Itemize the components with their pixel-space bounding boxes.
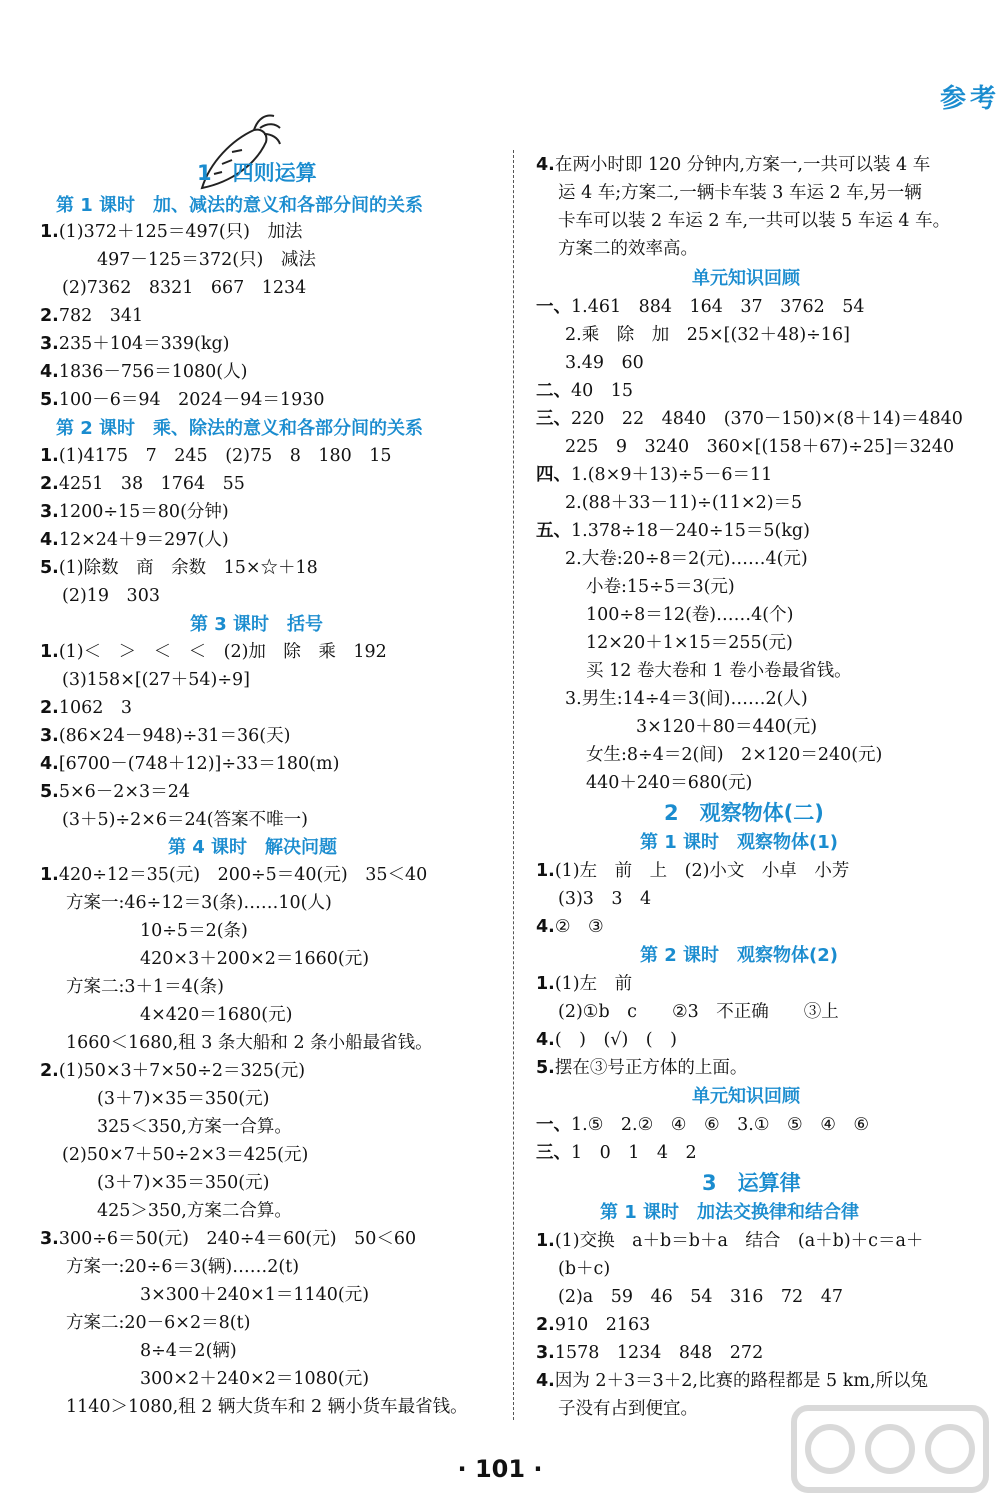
answer-text: [6700－(748＋12)]÷33＝180(m) xyxy=(58,754,340,774)
answer-text: 8÷4＝2(辆) xyxy=(140,1341,237,1361)
answer-text: (1)4175 7 245 (2)75 8 180 15 xyxy=(58,446,392,466)
item-number: 2. xyxy=(40,306,59,326)
answer-line xyxy=(536,1055,747,1081)
answer-text: 910 2163 xyxy=(554,1315,651,1335)
answer-text: 420×3＋200×2＝1660(元) xyxy=(140,949,370,969)
answer-text: 100÷8＝12(卷)……4(个) xyxy=(586,605,794,625)
answer-line xyxy=(40,331,230,357)
answer-line xyxy=(40,527,229,553)
section-heading: 1 四则运算 xyxy=(197,161,317,185)
answer-text: 300×2＋240×2＝1080(元) xyxy=(140,1369,370,1389)
item-number: 2. xyxy=(40,1061,59,1081)
answer-text: 5×6－2×3＝24 xyxy=(58,782,190,802)
answer-text: (3)158×[(27＋54)÷9] xyxy=(62,670,250,690)
answer-text: 1836－756＝1080(人) xyxy=(58,362,248,382)
answer-line xyxy=(40,751,339,777)
answer-line xyxy=(40,471,245,497)
answer-text: 方案二:3＋1＝4(条) xyxy=(66,977,224,997)
answer-line xyxy=(66,1310,250,1336)
answer-line xyxy=(62,667,250,693)
answer-line xyxy=(40,695,132,721)
answer-line xyxy=(565,546,808,572)
answer-text: 100－6＝94 2024－94＝1930 xyxy=(58,390,325,410)
answer-text: 782 341 xyxy=(58,306,144,326)
answer-text: 225 9 3240 360×[(158＋67)÷25]＝3240 xyxy=(565,437,955,457)
answer-line xyxy=(40,779,190,805)
answer-text: 10÷5＝2(条) xyxy=(140,921,248,941)
answer-text: (1)交换 a＋b＝b＋a 结合 (a＋b)＋c＝a＋ xyxy=(554,1231,924,1251)
answer-line xyxy=(558,1396,698,1422)
answer-text: 3.男生:14÷4＝3(间)……2(人) xyxy=(565,689,808,709)
answer-line xyxy=(536,1140,697,1166)
item-number: 3. xyxy=(40,334,59,354)
answer-line xyxy=(40,219,302,245)
answer-line xyxy=(558,1256,610,1282)
answer-text: (1)50×3＋7×50÷2＝325(元) xyxy=(58,1061,306,1081)
answer-line xyxy=(565,490,802,516)
answer-text: (2)7362 8321 667 1234 xyxy=(62,278,307,298)
answer-text: 420÷12＝35(元) 200÷5＝40(元) 35＜40 xyxy=(58,865,428,885)
answer-text: 220 22 4840 (370－150)×(8＋14)＝4840 xyxy=(571,409,963,429)
answer-line xyxy=(536,914,604,940)
answer-line xyxy=(62,1142,308,1168)
answer-text: 440＋240＝680(元) xyxy=(586,773,753,793)
answer-text: (1)372＋125＝497(只) 加法 xyxy=(58,222,303,242)
answer-text: 摆在③号正方体的上面。 xyxy=(554,1058,748,1078)
answer-line xyxy=(536,1228,923,1254)
answer-line xyxy=(536,1112,869,1138)
answer-line xyxy=(40,1058,305,1084)
answer-text: (1)左 前 上 (2)小文 小卓 小芳 xyxy=(554,861,850,881)
answer-line xyxy=(40,723,290,749)
answer-line xyxy=(97,1114,292,1140)
answer-line xyxy=(40,555,318,581)
item-number: 2. xyxy=(536,1315,555,1335)
answer-line xyxy=(140,946,369,972)
item-number: 5. xyxy=(40,390,59,410)
answer-text: 方案二:20－6×2＝8(t) xyxy=(66,1313,251,1333)
answer-text: 因为 2＋3＝3＋2,比赛的路程都是 5 km,所以兔 xyxy=(554,1371,929,1391)
section-heading: 第 2 课时 乘、除法的意义和各部分间的关系 xyxy=(56,418,424,439)
item-number: 一、 xyxy=(536,297,571,317)
answer-line xyxy=(565,434,954,460)
answer-text: 2.乘 除 加 25×[(32＋48)÷16] xyxy=(565,325,850,345)
section-heading: 2 观察物体(二) xyxy=(664,801,824,825)
answer-line xyxy=(140,1282,369,1308)
answer-line xyxy=(97,1198,292,1224)
section-heading: 第 1 课时 加、减法的意义和各部分间的关系 xyxy=(56,195,424,216)
answer-text: ( ) (√) ( ) xyxy=(554,1030,677,1050)
answer-line xyxy=(536,294,864,320)
answer-line xyxy=(536,518,810,544)
answer-text: 2.大卷:20÷8＝2(元)……4(元) xyxy=(565,549,808,569)
answer-text: 497－125＝372(只) 减法 xyxy=(97,250,316,270)
answer-line xyxy=(140,918,248,944)
answer-text: 3×300＋240×1＝1140(元) xyxy=(140,1285,370,1305)
item-number: 4. xyxy=(536,1371,555,1391)
item-number: 一、 xyxy=(536,1115,571,1135)
answer-line xyxy=(536,406,963,432)
answer-text: 1.378÷18－240÷15＝5(kg) xyxy=(571,521,810,541)
answer-text: 325＜350,方案一合算。 xyxy=(97,1117,292,1137)
item-number: 4. xyxy=(40,362,59,382)
answer-line xyxy=(66,1254,299,1280)
answer-text: 方案二的效率高。 xyxy=(558,239,698,259)
answer-text: 12×24＋9＝297(人) xyxy=(58,530,229,550)
answer-line xyxy=(586,630,793,656)
item-number: 1. xyxy=(536,1231,555,1251)
answer-text: (b＋c) xyxy=(558,1259,611,1279)
answer-text: 1 0 1 4 2 xyxy=(571,1143,697,1163)
section-heading: 单元知识回顾 xyxy=(692,268,800,289)
answer-text: 12×20＋1×15＝255(元) xyxy=(586,633,793,653)
answer-line xyxy=(558,180,922,206)
section-heading: 单元知识回顾 xyxy=(692,1086,800,1107)
item-number: 三、 xyxy=(536,409,571,429)
answer-text: 4×420＝1680(元) xyxy=(140,1005,293,1025)
answer-line xyxy=(66,890,332,916)
section-heading: 第 2 课时 观察物体(2) xyxy=(640,945,839,966)
answer-line xyxy=(97,1170,269,1196)
answer-text: (2)①b c ②3 不正确 ③上 xyxy=(558,1002,839,1022)
item-number: 1. xyxy=(40,642,59,662)
item-number: 五、 xyxy=(536,521,571,541)
corner-label: 参考 xyxy=(939,84,1000,114)
answer-line xyxy=(62,275,306,301)
answer-line xyxy=(565,350,644,376)
answer-line xyxy=(40,359,247,385)
answer-text: (2)a 59 46 54 316 72 47 xyxy=(558,1287,843,1307)
answer-text: 女生:8÷4＝2(间) 2×120＝240(元) xyxy=(586,745,883,765)
answer-line xyxy=(536,1368,928,1394)
answer-text: (86×24－948)÷31＝36(天) xyxy=(58,726,291,746)
answer-text: 运 4 车;方案二,一辆卡车装 3 车运 2 车,另一辆 xyxy=(558,183,922,203)
answer-line xyxy=(140,1338,237,1364)
item-number: 1. xyxy=(536,974,555,994)
answer-text: (3)3 3 4 xyxy=(558,889,652,909)
item-number: 3. xyxy=(536,1343,555,1363)
column-divider xyxy=(513,150,514,1420)
answer-text: (3＋5)÷2×6＝24(答案不唯一) xyxy=(62,810,308,830)
item-number: 5. xyxy=(40,782,59,802)
item-number: 4. xyxy=(536,155,555,175)
answer-line xyxy=(97,247,316,273)
answer-text: 1140＞1080,租 2 辆大货车和 2 辆小货车最省钱。 xyxy=(66,1397,468,1417)
answer-line xyxy=(62,583,160,609)
answer-text: 3×120＋80＝440(元) xyxy=(636,717,818,737)
answer-line xyxy=(62,807,308,833)
answer-line xyxy=(536,1340,763,1366)
answer-text: 425＞350,方案二合算。 xyxy=(97,1201,292,1221)
answer-line xyxy=(97,1086,269,1112)
answer-line xyxy=(140,1002,292,1028)
answer-line xyxy=(586,770,752,796)
answer-line xyxy=(558,1284,843,1310)
answer-line xyxy=(40,499,229,525)
answer-line xyxy=(536,1027,677,1053)
answer-text: 小卷:15÷5＝3(元) xyxy=(586,577,735,597)
answer-text: 子没有占到便宜。 xyxy=(558,1399,698,1419)
answer-text: 1578 1234 848 272 xyxy=(554,1343,764,1363)
answer-text: 1200÷15＝80(分钟) xyxy=(58,502,229,522)
answer-line xyxy=(636,714,817,740)
answer-text: 1660＜1680,租 3 条大船和 2 条小船最省钱。 xyxy=(66,1033,433,1053)
item-number: 3. xyxy=(40,1229,59,1249)
answer-line xyxy=(536,462,772,488)
item-number: 3. xyxy=(40,726,59,746)
watermark-logo xyxy=(790,1404,990,1494)
answer-line xyxy=(536,971,632,997)
answer-text: (1)左 前 xyxy=(554,974,633,994)
answer-text: 卡车可以装 2 车运 2 车,一共可以装 5 车运 4 车。 xyxy=(558,211,951,231)
answer-line xyxy=(536,378,633,404)
answer-text: (3＋7)×35＝350(元) xyxy=(97,1173,270,1193)
answer-text: ② ③ xyxy=(554,917,604,937)
answer-line xyxy=(66,1030,433,1056)
answer-text: (2)19 303 xyxy=(62,586,160,606)
item-number: 2. xyxy=(40,474,59,494)
item-number: 5. xyxy=(536,1058,555,1078)
answer-line xyxy=(558,236,698,262)
item-number: 1. xyxy=(40,865,59,885)
answer-text: 在两小时即 120 分钟内,方案一,一共可以装 4 车 xyxy=(554,155,931,175)
answer-text: 3.49 60 xyxy=(565,353,644,373)
answer-line xyxy=(536,152,930,178)
item-number: 4. xyxy=(536,1030,555,1050)
answer-line xyxy=(66,974,224,1000)
answer-text: 4251 38 1764 55 xyxy=(58,474,245,494)
answer-line xyxy=(140,1366,369,1392)
answer-line xyxy=(586,574,735,600)
section-heading: 第 1 课时 观察物体(1) xyxy=(640,832,839,853)
item-number: 4. xyxy=(536,917,555,937)
answer-line xyxy=(558,208,950,234)
item-number: 3. xyxy=(40,502,59,522)
answer-text: 方案一:46÷12＝3(条)……10(人) xyxy=(66,893,332,913)
item-number: 四、 xyxy=(536,465,571,485)
answer-line xyxy=(40,862,427,888)
answer-text: 买 12 卷大卷和 1 卷小卷最省钱。 xyxy=(586,661,852,681)
item-number: 1. xyxy=(536,861,555,881)
answer-text: 235＋104＝339(kg) xyxy=(58,334,230,354)
answer-text: 300÷6＝50(元) 240÷4＝60(元) 50＜60 xyxy=(58,1229,417,1249)
section-heading: 第 4 课时 解决问题 xyxy=(168,837,338,858)
answer-line xyxy=(586,658,852,684)
answer-line xyxy=(536,858,849,884)
answer-line xyxy=(565,686,808,712)
answer-line xyxy=(40,443,392,469)
answer-text: (1)＜ ＞ ＜ ＜ (2)加 除 乘 192 xyxy=(58,642,387,662)
answer-line xyxy=(536,1312,650,1338)
answer-text: 方案一:20÷6＝3(辆)……2(t) xyxy=(66,1257,300,1277)
item-number: 2. xyxy=(40,698,59,718)
answer-line xyxy=(40,1226,416,1252)
item-number: 1. xyxy=(40,222,59,242)
answer-line xyxy=(586,602,793,628)
answer-text: 1.461 884 164 37 3762 54 xyxy=(571,297,865,317)
answer-line xyxy=(558,999,839,1025)
section-heading: 第 1 课时 加法交换律和结合律 xyxy=(600,1202,860,1223)
answer-line xyxy=(66,1394,468,1420)
answer-line xyxy=(586,742,882,768)
answer-text: (3＋7)×35＝350(元) xyxy=(97,1089,270,1109)
answer-text: 40 15 xyxy=(571,381,634,401)
answer-line xyxy=(40,639,387,665)
item-number: 二、 xyxy=(536,381,571,401)
answer-text: 1.⑤ 2.② ④ ⑥ 3.① ⑤ ④ ⑥ xyxy=(571,1115,870,1135)
item-number: 1. xyxy=(40,446,59,466)
answer-text: 2.(88＋33－11)÷(11×2)＝5 xyxy=(565,493,803,513)
item-number: 4. xyxy=(40,754,59,774)
answer-line xyxy=(558,886,651,912)
item-number: 5. xyxy=(40,558,59,578)
answer-line xyxy=(565,322,850,348)
answer-text: 1062 3 xyxy=(58,698,132,718)
answer-text: 1.(8×9＋13)÷5－6＝11 xyxy=(571,465,773,485)
answer-line xyxy=(40,387,324,413)
answer-text: (2)50×7＋50÷2×3＝425(元) xyxy=(62,1145,309,1165)
answer-text: (1)除数 商 余数 15×☆＋18 xyxy=(58,558,318,578)
section-heading: 第 3 课时 括号 xyxy=(190,614,324,635)
item-number: 三、 xyxy=(536,1143,571,1163)
answer-line xyxy=(40,303,143,329)
item-number: 4. xyxy=(40,530,59,550)
section-heading: 3 运算律 xyxy=(702,1171,801,1195)
page-number: · 101 · xyxy=(457,1455,543,1483)
